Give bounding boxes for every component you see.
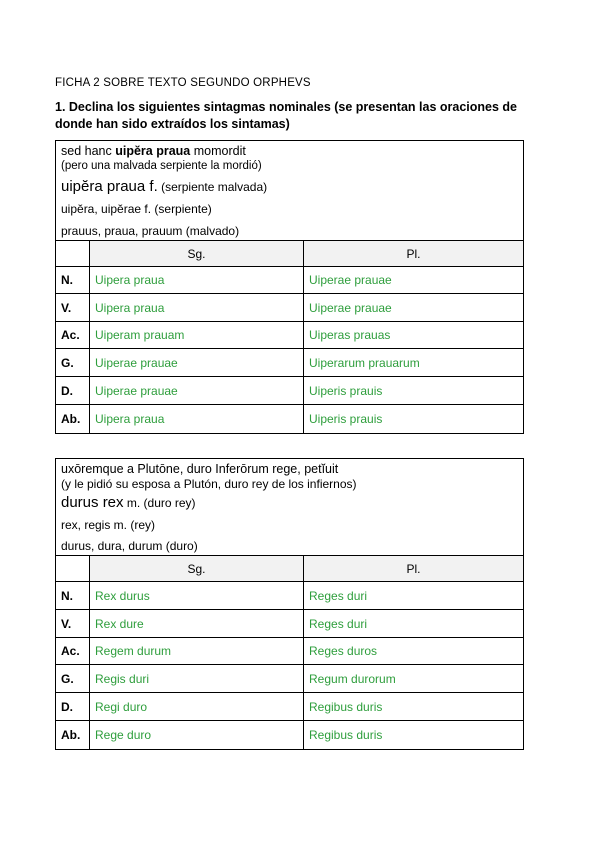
block-2-header xyxy=(56,459,523,555)
latin-sentence: uxōremque a Plutōne, duro Inferōrum rege, petĭuit xyxy=(61,462,339,476)
case-label: D. xyxy=(56,377,90,405)
latin-sentence: sed hanc uipĕra praua momordit xyxy=(61,144,246,158)
singular-form: Rex durus xyxy=(90,582,304,610)
table-row xyxy=(56,582,523,610)
plural-form: Regibus duris xyxy=(304,721,524,749)
case-label: D. xyxy=(56,693,90,721)
singular-form: Uiperae prauae xyxy=(90,377,304,405)
table-row xyxy=(56,665,523,693)
noun-entry: rex, regis m. (rey) xyxy=(61,518,156,532)
plural-form: Uiperis prauis xyxy=(304,377,524,405)
question-heading: 1. Declina los siguientes sintagmas nominales (se presentan las oraciones de donde han sido extraídos los sintamas) xyxy=(55,100,517,131)
noun-phrase: uipĕra praua f. (serpiente malvada) xyxy=(61,178,268,195)
singular-form: Regis duri xyxy=(90,665,304,693)
case-label: N. xyxy=(56,267,90,294)
singular-form: Rege duro xyxy=(90,721,304,749)
case-label: G. xyxy=(56,665,90,693)
plural-form: Reges duros xyxy=(304,638,524,665)
col-header-singular: Sg. xyxy=(90,241,304,267)
case-label: N. xyxy=(56,582,90,610)
declension-table xyxy=(56,555,523,749)
plural-form: Uiperae prauae xyxy=(304,267,524,294)
noun-phrase: durus rex m. (duro rey) xyxy=(61,494,196,511)
singular-form: Regi duro xyxy=(90,693,304,721)
case-label: V. xyxy=(56,610,90,638)
case-label: Ac. xyxy=(56,322,90,349)
singular-form: Rex dure xyxy=(90,610,304,638)
plural-form: Reges duri xyxy=(304,610,524,638)
case-label: Ac. xyxy=(56,638,90,665)
col-header-plural: Pl. xyxy=(304,556,524,582)
plural-form: Uiperae prauae xyxy=(304,294,524,322)
corner-cell xyxy=(56,556,90,582)
case-label: G. xyxy=(56,349,90,377)
table-row xyxy=(56,294,523,322)
table-row xyxy=(56,377,523,405)
block-1-header xyxy=(56,141,523,240)
plural-form: Regum durorum xyxy=(304,665,524,693)
plural-form: Regibus duris xyxy=(304,693,524,721)
plural-form: Uiperas prauas xyxy=(304,322,524,349)
singular-form: Regem durum xyxy=(90,638,304,665)
table-row xyxy=(56,693,523,721)
table-row xyxy=(56,610,523,638)
col-header-singular: Sg. xyxy=(90,556,304,582)
singular-form: Uiperam prauam xyxy=(90,322,304,349)
exercise-block-1 xyxy=(55,140,524,434)
exercise-block-2 xyxy=(55,458,524,750)
case-label: Ab. xyxy=(56,721,90,749)
plural-form: Uiperarum prauarum xyxy=(304,349,524,377)
col-header-plural: Pl. xyxy=(304,241,524,267)
singular-form: Uipera praua xyxy=(90,405,304,433)
translation: (pero una malvada serpiente la mordió) xyxy=(61,160,262,172)
adjective-entry: durus, dura, durum (duro) xyxy=(61,539,198,553)
noun-entry: uipĕra, uipĕrae f. (serpiente) xyxy=(61,202,212,216)
table-row xyxy=(56,349,523,377)
plural-form: Reges duri xyxy=(304,582,524,610)
document-title: FICHA 2 SOBRE TEXTO SEGUNDO ORPHEVS xyxy=(55,77,311,89)
corner-cell xyxy=(56,241,90,267)
declension-table xyxy=(56,240,523,433)
singular-form: Uipera praua xyxy=(90,267,304,294)
case-label: V. xyxy=(56,294,90,322)
table-row xyxy=(56,638,523,665)
singular-form: Uipera praua xyxy=(90,294,304,322)
translation: (y le pidió su esposa a Plutón, duro rey de los infiernos) xyxy=(61,477,357,491)
table-row xyxy=(56,405,523,433)
table-row xyxy=(56,267,523,294)
table-row xyxy=(56,721,523,749)
plural-form: Uiperis prauis xyxy=(304,405,524,433)
table-row xyxy=(56,322,523,349)
adjective-entry: prauus, praua, prauum (malvado) xyxy=(61,224,240,238)
singular-form: Uiperae prauae xyxy=(90,349,304,377)
case-label: Ab. xyxy=(56,405,90,433)
highlighted-phrase: uipĕra praua xyxy=(115,144,191,158)
